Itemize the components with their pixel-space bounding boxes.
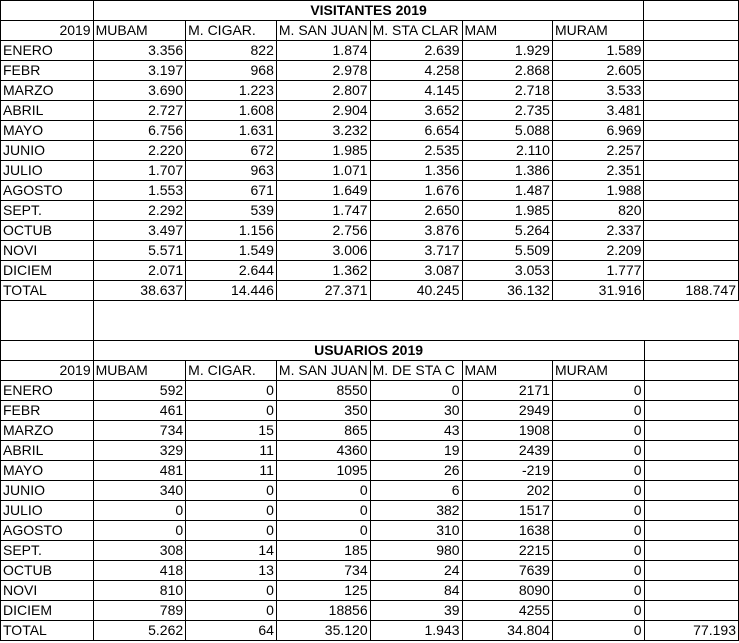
value-cell[interactable]: 2.718 xyxy=(462,81,552,101)
value-cell[interactable]: 84 xyxy=(370,581,462,601)
empty-cell[interactable] xyxy=(644,541,738,561)
value-cell[interactable]: 1.985 xyxy=(276,141,370,161)
column-header[interactable]: MURAM xyxy=(552,361,644,381)
value-cell[interactable]: 3.087 xyxy=(370,261,462,281)
value-cell[interactable]: 592 xyxy=(93,381,186,401)
empty-cell[interactable] xyxy=(644,101,739,121)
table-row xyxy=(1,201,739,221)
value-cell[interactable]: 2.978 xyxy=(276,61,370,81)
value-cell[interactable]: 30 xyxy=(370,401,462,421)
value-cell[interactable]: 0 xyxy=(552,561,644,581)
value-cell[interactable]: 0 xyxy=(93,501,186,521)
month-label[interactable]: ENERO xyxy=(1,381,94,401)
value-cell[interactable]: 2.650 xyxy=(370,201,462,221)
value-cell[interactable]: 7639 xyxy=(462,561,552,581)
table-row xyxy=(1,421,739,441)
value-cell[interactable]: 5.264 xyxy=(462,221,552,241)
value-cell[interactable]: 1.553 xyxy=(93,181,186,201)
value-cell[interactable]: 24 xyxy=(370,561,462,581)
value-cell[interactable]: 0 xyxy=(552,461,644,481)
value-cell[interactable]: 0 xyxy=(552,541,644,561)
value-cell[interactable]: 1.929 xyxy=(462,41,552,61)
total-cell[interactable]: 36.132 xyxy=(462,281,552,301)
empty-cell[interactable] xyxy=(644,81,739,101)
value-cell[interactable]: 3.690 xyxy=(93,81,186,101)
month-label[interactable]: ABRIL xyxy=(1,101,94,121)
value-cell[interactable]: 2.605 xyxy=(552,61,644,81)
month-label[interactable]: FEBR xyxy=(1,61,94,81)
year-header[interactable]: 2019 xyxy=(1,361,94,381)
month-label[interactable]: JULIO xyxy=(1,501,94,521)
month-label[interactable]: NOVI xyxy=(1,581,94,601)
value-cell[interactable]: 3.356 xyxy=(93,41,186,61)
table-row xyxy=(1,461,739,481)
value-cell[interactable]: 1.988 xyxy=(552,181,644,201)
value-cell[interactable]: 0 xyxy=(552,581,644,601)
month-label[interactable]: JUNIO xyxy=(1,481,94,501)
month-label[interactable]: SEPT. xyxy=(1,541,94,561)
empty-cell[interactable] xyxy=(644,461,738,481)
column-header[interactable]: MAM xyxy=(462,361,552,381)
year-header[interactable]: 2019 xyxy=(1,21,94,41)
value-cell[interactable]: 0 xyxy=(186,481,277,501)
value-cell[interactable]: 4.145 xyxy=(370,81,462,101)
table-row xyxy=(1,61,739,81)
value-cell[interactable]: 0 xyxy=(552,521,644,541)
value-cell[interactable]: 6.969 xyxy=(552,121,644,141)
table-title: VISITANTES 2019 xyxy=(93,1,644,21)
title-row xyxy=(1,1,739,21)
value-cell[interactable]: 308 xyxy=(93,541,186,561)
value-cell[interactable]: 2.110 xyxy=(462,141,552,161)
value-cell[interactable]: 1.356 xyxy=(370,161,462,181)
value-cell[interactable]: 2439 xyxy=(462,441,552,461)
value-cell[interactable]: 4255 xyxy=(462,601,552,621)
total-cell[interactable]: 27.371 xyxy=(276,281,370,301)
value-cell[interactable]: 1.223 xyxy=(186,81,277,101)
value-cell[interactable]: 19 xyxy=(370,441,462,461)
total-label[interactable]: TOTAL xyxy=(1,281,94,301)
value-cell[interactable]: 810 xyxy=(93,581,186,601)
value-cell[interactable]: 1.676 xyxy=(370,181,462,201)
value-cell[interactable]: 2171 xyxy=(462,381,552,401)
column-header[interactable]: M. SAN JUAN xyxy=(276,21,370,41)
corner-cell[interactable] xyxy=(1,1,94,21)
value-cell[interactable]: 0 xyxy=(276,481,370,501)
value-cell[interactable]: 3.533 xyxy=(552,81,644,101)
empty-cell[interactable] xyxy=(644,521,738,541)
value-cell[interactable]: 0 xyxy=(276,521,370,541)
value-cell[interactable]: 0 xyxy=(552,481,644,501)
value-cell[interactable]: 0 xyxy=(552,501,644,521)
month-label[interactable]: AGOSTO xyxy=(1,521,94,541)
total-cell[interactable]: 64 xyxy=(186,621,277,641)
value-cell[interactable]: 2215 xyxy=(462,541,552,561)
value-cell[interactable]: 3.652 xyxy=(370,101,462,121)
column-header[interactable]: M. DE STA C xyxy=(370,361,462,381)
value-cell[interactable]: 822 xyxy=(186,41,277,61)
value-cell[interactable]: 3.006 xyxy=(276,241,370,261)
month-label[interactable]: ABRIL xyxy=(1,441,94,461)
value-cell[interactable]: 2.904 xyxy=(276,101,370,121)
total-cell[interactable]: 35.120 xyxy=(276,621,370,641)
table-row xyxy=(1,41,739,61)
value-cell[interactable]: 2.639 xyxy=(370,41,462,61)
value-cell[interactable]: 0 xyxy=(370,381,462,401)
total-cell[interactable]: 0 xyxy=(552,621,644,641)
value-cell[interactable]: 2.735 xyxy=(462,101,552,121)
empty-cell[interactable] xyxy=(644,201,739,221)
empty-cell[interactable] xyxy=(644,121,739,141)
value-cell[interactable]: 0 xyxy=(186,401,277,421)
value-cell[interactable]: 461 xyxy=(93,401,186,421)
value-cell[interactable]: 0 xyxy=(552,381,644,401)
empty-cell[interactable] xyxy=(644,581,738,601)
value-cell[interactable]: 2.257 xyxy=(552,141,644,161)
value-cell[interactable]: 0 xyxy=(186,581,277,601)
value-cell[interactable]: 0 xyxy=(93,521,186,541)
total-cell[interactable]: 34.804 xyxy=(462,621,552,641)
value-cell[interactable]: 2.868 xyxy=(462,61,552,81)
month-label[interactable]: OCTUB xyxy=(1,561,94,581)
empty-cell[interactable] xyxy=(644,421,738,441)
month-label[interactable]: NOVI xyxy=(1,241,94,261)
spacer-rows xyxy=(0,300,739,340)
grand-total-cell[interactable]: 188.747 xyxy=(644,281,739,301)
month-label[interactable]: JUNIO xyxy=(1,141,94,161)
month-label[interactable]: MARZO xyxy=(1,421,94,441)
total-cell[interactable]: 31.916 xyxy=(552,281,644,301)
value-cell[interactable]: 11 xyxy=(186,461,277,481)
value-cell[interactable]: 3.717 xyxy=(370,241,462,261)
table-row xyxy=(1,581,739,601)
value-cell[interactable]: 340 xyxy=(93,481,186,501)
empty-cell[interactable] xyxy=(644,21,739,41)
column-header[interactable]: M. CIGAR. xyxy=(186,21,277,41)
table-row xyxy=(1,541,739,561)
value-cell[interactable]: 43 xyxy=(370,421,462,441)
total-cell[interactable]: 40.245 xyxy=(370,281,462,301)
value-cell[interactable]: 4.258 xyxy=(370,61,462,81)
value-cell[interactable]: 1.707 xyxy=(93,161,186,181)
table-row xyxy=(1,261,739,281)
table-row xyxy=(1,401,739,421)
column-header[interactable]: MAM xyxy=(462,21,552,41)
month-label[interactable]: MAYO xyxy=(1,461,94,481)
empty-cell[interactable] xyxy=(644,161,739,181)
value-cell[interactable]: 382 xyxy=(370,501,462,521)
month-label[interactable]: DICIEM xyxy=(1,601,94,621)
table-row xyxy=(1,81,739,101)
value-cell[interactable]: 1.608 xyxy=(186,101,277,121)
column-header[interactable]: MUBAM xyxy=(93,21,186,41)
value-cell[interactable]: 734 xyxy=(276,561,370,581)
value-cell[interactable]: 5.088 xyxy=(462,121,552,141)
value-cell[interactable]: 2.337 xyxy=(552,221,644,241)
value-cell[interactable]: 13 xyxy=(186,561,277,581)
value-cell[interactable]: 5.571 xyxy=(93,241,186,261)
value-cell[interactable]: 0 xyxy=(186,501,277,521)
value-cell[interactable]: 8550 xyxy=(276,381,370,401)
value-cell[interactable]: 1.386 xyxy=(462,161,552,181)
column-header[interactable]: M. STA CLAR xyxy=(370,21,462,41)
value-cell[interactable]: 0 xyxy=(552,601,644,621)
value-cell[interactable]: 418 xyxy=(93,561,186,581)
month-label[interactable]: AGOSTO xyxy=(1,181,94,201)
title-row xyxy=(1,341,739,361)
value-cell[interactable]: 5.509 xyxy=(462,241,552,261)
total-row xyxy=(1,621,739,641)
empty-cell[interactable] xyxy=(644,381,738,401)
month-label[interactable]: MARZO xyxy=(1,81,94,101)
empty-cell[interactable] xyxy=(644,501,738,521)
value-cell[interactable]: 2.209 xyxy=(552,241,644,261)
value-cell[interactable]: 2.535 xyxy=(370,141,462,161)
value-cell[interactable]: 1.631 xyxy=(186,121,277,141)
value-cell[interactable]: 1638 xyxy=(462,521,552,541)
grand-total-cell[interactable]: 77.193 xyxy=(644,621,738,641)
value-cell[interactable]: 734 xyxy=(93,421,186,441)
header-row xyxy=(1,361,739,381)
table-row xyxy=(1,121,739,141)
value-cell[interactable]: 1.649 xyxy=(276,181,370,201)
table-row xyxy=(1,441,739,461)
total-cell[interactable]: 1.943 xyxy=(370,621,462,641)
value-cell[interactable]: 0 xyxy=(186,521,277,541)
table-row xyxy=(1,181,739,201)
value-cell[interactable]: 14 xyxy=(186,541,277,561)
total-row xyxy=(1,281,739,301)
value-cell[interactable]: 980 xyxy=(370,541,462,561)
value-cell[interactable]: 2.807 xyxy=(276,81,370,101)
value-cell[interactable]: 1908 xyxy=(462,421,552,441)
empty-cell[interactable] xyxy=(644,361,738,381)
month-label[interactable]: DICIEM xyxy=(1,261,94,281)
column-header[interactable]: M. CIGAR. xyxy=(186,361,277,381)
empty-cell[interactable] xyxy=(644,1,739,21)
value-cell[interactable]: 1.777 xyxy=(552,261,644,281)
column-header[interactable]: MURAM xyxy=(552,21,644,41)
month-label[interactable]: JULIO xyxy=(1,161,94,181)
value-cell[interactable]: 3.197 xyxy=(93,61,186,81)
column-header[interactable]: M. SAN JUAN xyxy=(276,361,370,381)
value-cell[interactable]: 3.876 xyxy=(370,221,462,241)
value-cell[interactable]: 1.362 xyxy=(276,261,370,281)
value-cell[interactable]: 1517 xyxy=(462,501,552,521)
value-cell[interactable]: 2.756 xyxy=(276,221,370,241)
value-cell[interactable]: 789 xyxy=(93,601,186,621)
value-cell[interactable]: 350 xyxy=(276,401,370,421)
value-cell[interactable]: 310 xyxy=(370,521,462,541)
value-cell[interactable]: 3.497 xyxy=(93,221,186,241)
value-cell[interactable]: 3.053 xyxy=(462,261,552,281)
value-cell[interactable]: 8090 xyxy=(462,581,552,601)
visitantes-table xyxy=(0,0,739,301)
value-cell[interactable]: 6.756 xyxy=(93,121,186,141)
value-cell[interactable]: 0 xyxy=(552,421,644,441)
value-cell[interactable]: 185 xyxy=(276,541,370,561)
table-row xyxy=(1,561,739,581)
value-cell[interactable]: 1.874 xyxy=(276,41,370,61)
value-cell[interactable]: 18856 xyxy=(276,601,370,621)
value-cell[interactable]: 2.071 xyxy=(93,261,186,281)
value-cell[interactable]: 2949 xyxy=(462,401,552,421)
value-cell[interactable]: 865 xyxy=(276,421,370,441)
empty-cell[interactable] xyxy=(644,221,739,241)
empty-cell[interactable] xyxy=(644,601,738,621)
table-row xyxy=(1,381,739,401)
table-row xyxy=(1,101,739,121)
value-cell[interactable]: 820 xyxy=(552,201,644,221)
empty-cell[interactable] xyxy=(644,181,739,201)
value-cell[interactable]: 2.220 xyxy=(93,141,186,161)
value-cell[interactable]: 671 xyxy=(186,181,277,201)
empty-cell[interactable] xyxy=(644,41,739,61)
empty-cell[interactable] xyxy=(644,141,739,161)
table-row xyxy=(1,601,739,621)
value-cell[interactable]: 481 xyxy=(93,461,186,481)
table-row xyxy=(1,501,739,521)
value-cell[interactable]: 2.351 xyxy=(552,161,644,181)
value-cell[interactable]: 968 xyxy=(186,61,277,81)
empty-cell[interactable] xyxy=(644,61,739,81)
value-cell[interactable]: 0 xyxy=(186,601,277,621)
month-label[interactable]: OCTUB xyxy=(1,221,94,241)
value-cell[interactable]: 0 xyxy=(186,381,277,401)
value-cell[interactable]: 1.487 xyxy=(462,181,552,201)
value-cell[interactable]: 1.549 xyxy=(186,241,277,261)
value-cell[interactable]: 539 xyxy=(186,201,277,221)
value-cell[interactable]: 6.654 xyxy=(370,121,462,141)
empty-cell[interactable] xyxy=(644,341,738,361)
empty-cell[interactable] xyxy=(644,261,739,281)
value-cell[interactable]: 39 xyxy=(370,601,462,621)
value-cell[interactable]: 329 xyxy=(93,441,186,461)
table-row xyxy=(1,221,739,241)
total-cell[interactable]: 14.446 xyxy=(186,281,277,301)
total-cell[interactable]: 5.262 xyxy=(93,621,186,641)
empty-cell[interactable] xyxy=(644,401,738,421)
table-row xyxy=(1,241,739,261)
value-cell[interactable]: 4360 xyxy=(276,441,370,461)
month-label[interactable]: ENERO xyxy=(1,41,94,61)
value-cell[interactable]: 202 xyxy=(462,481,552,501)
value-cell[interactable]: 1.985 xyxy=(462,201,552,221)
header-row xyxy=(1,21,739,41)
value-cell[interactable]: 1.156 xyxy=(186,221,277,241)
value-cell[interactable]: 1.071 xyxy=(276,161,370,181)
value-cell[interactable]: 2.292 xyxy=(93,201,186,221)
total-label[interactable]: TOTAL xyxy=(1,621,94,641)
empty-cell[interactable] xyxy=(644,561,738,581)
value-cell[interactable]: 11 xyxy=(186,441,277,461)
value-cell[interactable]: 672 xyxy=(186,141,277,161)
value-cell[interactable]: 1095 xyxy=(276,461,370,481)
value-cell[interactable]: 15 xyxy=(186,421,277,441)
value-cell[interactable]: 2.644 xyxy=(186,261,277,281)
corner-cell[interactable] xyxy=(1,341,94,361)
value-cell[interactable]: 125 xyxy=(276,581,370,601)
value-cell[interactable]: -219 xyxy=(462,461,552,481)
value-cell[interactable]: 3.232 xyxy=(276,121,370,141)
empty-cell[interactable] xyxy=(644,241,739,261)
value-cell[interactable]: 1.589 xyxy=(552,41,644,61)
month-label[interactable]: MAYO xyxy=(1,121,94,141)
table-row xyxy=(1,521,739,541)
usuarios-table xyxy=(0,340,739,641)
table-title: USUARIOS 2019 xyxy=(93,341,644,361)
table-row xyxy=(1,481,739,501)
month-label[interactable]: FEBR xyxy=(1,401,94,421)
value-cell[interactable]: 26 xyxy=(370,461,462,481)
value-cell[interactable]: 0 xyxy=(552,441,644,461)
value-cell[interactable]: 2.727 xyxy=(93,101,186,121)
month-label[interactable]: SEPT. xyxy=(1,201,94,221)
empty-cell[interactable] xyxy=(644,481,738,501)
total-cell[interactable]: 38.637 xyxy=(93,281,186,301)
value-cell[interactable]: 963 xyxy=(186,161,277,181)
value-cell[interactable]: 6 xyxy=(370,481,462,501)
column-header[interactable]: MUBAM xyxy=(93,361,186,381)
value-cell[interactable]: 3.481 xyxy=(552,101,644,121)
value-cell[interactable]: 0 xyxy=(276,501,370,521)
table-row xyxy=(1,161,739,181)
value-cell[interactable]: 0 xyxy=(552,401,644,421)
value-cell[interactable]: 1.747 xyxy=(276,201,370,221)
empty-cell[interactable] xyxy=(644,441,738,461)
table-row xyxy=(1,141,739,161)
